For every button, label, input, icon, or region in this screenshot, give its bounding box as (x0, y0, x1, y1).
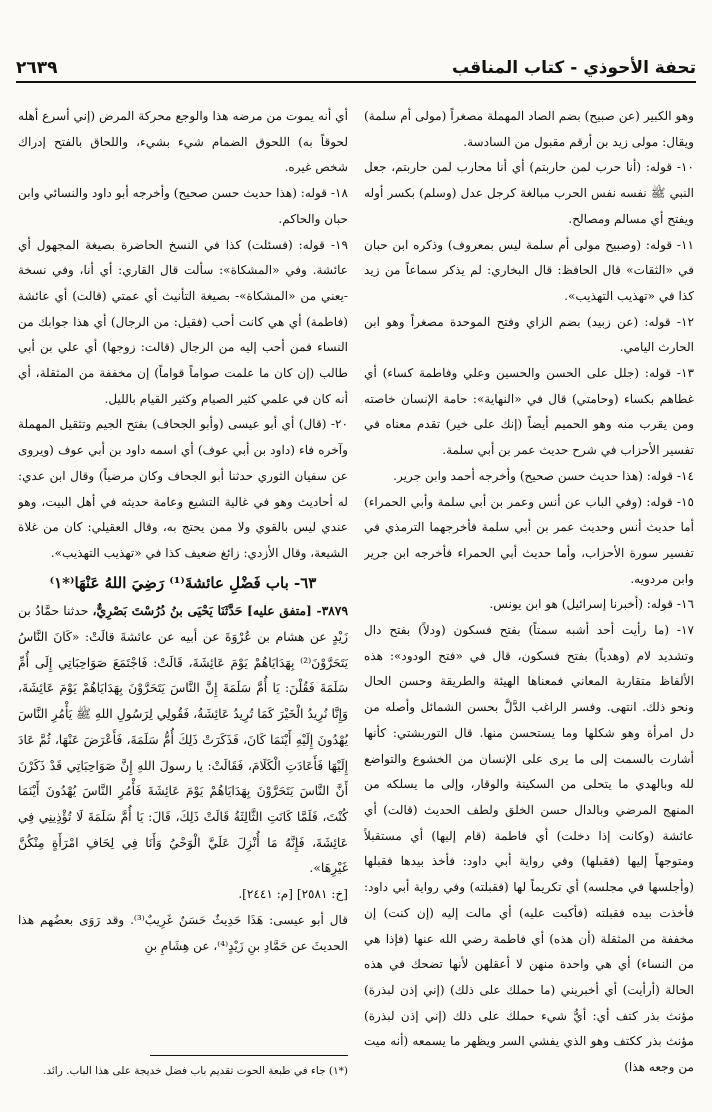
paragraph: ١٥- قوله: (وفي الباب عن أنس وعمر بن أبي سلمة وأبي الحمراء) أما حديث أنس وحديث عمر بن أبي سلمة فأخرجهما الترمذي في تفسير سورة الأحزاب، وأما حديث أبي الحمراء فأخرجه ابن جرير وابن مردويه. (364, 494, 694, 586)
paragraph: ٢٠- (قال) أي أبو عيسى (وأبو الجحاف) بفتح الجيم وتثقيل المهملة وآخره فاء (داود بن أبي عوف) أي اسمه داود بن أبي عوف (ويروى عن سفيان الثوري حدثنا أبو الجحاف وكان مرضياً) وقال ابن عدي: له أحاديث وهو في غالية التشيع وعامة حديثه في أهل البيت، وهو عندي ليس بالقوي ولا ممن يحتج به، وقال العقيلي: كان من غلاة الشيعة، وقال الأزدي: زائغ ضعيف كذا في «تهذيب التهذيب». (18, 417, 348, 560)
footnote: (*١) جاء في طبعة الحوت تقديم باب فضل خديجة على هذا الباب. رائد. (43, 1065, 348, 1077)
running-header (16, 52, 696, 83)
hadith-block (18, 598, 348, 882)
paragraph: ١٤- قوله: (هذا حديث حسن صحيح) وأخرجه أحمد وابن جرير. (393, 468, 694, 483)
page-number: ٢٦٣٩ (16, 58, 58, 78)
paragraph: ١١- قوله: (وصبيح مولى أم سلمة ليس بمعروف) وذكره ابن حبان في «الثقات» قال الحافظ: قال البخاري: لم يذكر سماعاً من زيد كذا في «تهذيب التهذيب». (364, 237, 694, 303)
hadith-reference: [خ: ٢٥٨١] [م: ٢٤٤١]. (238, 887, 348, 902)
footnote-divider (150, 1055, 348, 1056)
left-column (18, 104, 348, 984)
paragraph: ١٩- قوله: (فسئلت) كذا في النسخ الحاضرة بصيغة المجهول أي عائشة. وفي «المشكاة»: سألت قال القاري: أي أنا، وفي نسخة -يعني من «المشكاة»- بصيغة التأنيث أي عمتي (قالت) أي عائشة (فاطمة) أي هي كانت أحب (فقيل: من الرجال) أي هذا جوابك من النساء فمن أحب إليه من الرجال (قالت: زوجها) أي علي بن أبي طالب (إن كان ما علمت صواماً قواماً) إن مخففة من المثقلة، أي أنه كان في علمي كثير الصيام وكثير القيام بالليل. (18, 237, 348, 406)
paragraph: ١٣- قوله: (جلل على الحسن والحسين وعلي وفاطمة كساء) أي غطاهم بكساء (وحامتي) قال في «النهاية»: حامة الإنسان خاصته ومن يقرب منه وهو الحميم أيضاً (إنك على خير) تقدم معناه في تفسير الأحزاب في شرح حديث عمر بن أبي سلمة. (364, 366, 694, 458)
header-title: تحفة الأحوذي - كتاب المناقب (452, 58, 696, 78)
paragraph: ١٠- قوله: (أنا حرب لمن حاربتم) أي أنا محارب لمن حاربتم، جعل النبي ﷺ نفسه نفس الحرب مبالغة كرجل عدل (وسلم) بكسر أوله ويفتح أي مسالم ومصالح. (364, 160, 694, 226)
paragraph: ١٦- قوله: (أخبرنا إسرائيل) هو ابن يونس. (489, 597, 694, 612)
author-comment: قال أبو عيسى: هَذَا حَدِيثٌ حَسَنٌ غَرِيبٌ⁽³⁾. وقد رَوَى بعضُهم هذا الحديثَ عن حَمَّادِ بنِ زَيْدٍ⁽⁴⁾، عن هِشَامِ بنِ (18, 912, 348, 953)
right-column (364, 104, 694, 1092)
paragraph: أي أنه يموت من مرضه هذا والوجع محركة المرض (إني أسرع أهله لحوقاً به) اللحوق الضمام شيء بشيء، واللحاق بالفتح إدراك شخص غيره. (18, 109, 348, 175)
paragraph: ١٢- قوله: (عن زبيد) بضم الزاي وفتح الموحدة مصغراً وهو ابن الحارث اليامي. (364, 314, 694, 355)
paragraph: وهو الكبير (عن صبيح) بضم الصاد المهملة مصغراً (مولى أم سلمة) ويقال: مولى زيد بن أرقم مقبول من السادسة. (364, 109, 694, 149)
paragraph: ١٨- قوله: (هذا حديث حسن صحيح) وأخرجه أبو داود والنسائي وابن حبان والحاكم. (18, 186, 348, 226)
hadith-text: حدثنا حمَّادُ بن زَيْدٍ عن هشام بن عُرْوَةَ عن أبيه عن عائشةَ قالَتْ: «كَانَ النَّاسُ يَتَحَرَّوْنَ⁽²⁾ بِهَدَايَاهُمْ يَوْمَ عَائِشَةَ، قَالَتْ: فَاجْتَمَعَ صَوَاحِبَاتِي إِلَى أُمِّ سَلَمَةَ فَقُلْنَ: يَا أُمَّ سَلَمَةَ إِنَّ النَّاسَ يَتَحَرَّوْنَ بِهَدَايَاهُمْ يَوْمَ عَائِشَةَ، وَإِنَّا نُرِيدُ الْخَيْرَ كَمَا تُرِيدُ عَائِشَةُ، فَقُولِي لِرَسُولِ اللهِ ﷺ يَأْمُرِ النَّاسَ يُهْدُونَ إِلَيْهِ أَيْنَمَا كَانَ، فَذَكَرَتْ ذَلِكَ أُمُّ سَلَمَةَ، فَأَعْرَضَ عَنْهَا، ثُمَّ عَادَ إِلَيْهَا فَأَعَادَتِ الْكَلَامَ، فَقَالَتْ: يا رسولَ اللهِ إِنَّ صَوَاحِبَاتِي قَدْ ذَكَرْنَ أَنَّ النَّاسَ يَتَحَرَّوْنَ بِهَدَايَاهُمْ يَوْمَ عَائِشَةَ فَأْمُرِ النَّاسَ يُهْدُونَ أَيْنَمَا كُنْتَ، فَلَمَّا كَانَتِ الثَّالِثَةُ قَالَتْ ذَلِكَ، قَالَ: يَا أُمَّ سَلَمَةَ لَا تُؤْذِينِي فِي عَائِشَةَ، فَإِنَّهُ مَا أُنْزِلَ عَلَيَّ الْوَحْيُ وَأَنَا فِي لِحَافِ امْرَأَةٍ مِنْكُنَّ غَيْرِهَا». (18, 604, 348, 876)
paragraph: ١٧- (ما رأيت أحد أشبه سمتاً) بفتح فسكون (ودلاً) بفتح دال وتشديد لام (وهدياً) بفتح فسكون، قال في «فتح الودود»: هذه الألفاظ متقاربة المعاني فمعناها الهيئة والطريقة وحسن الحال ونحو ذلك. انتهى. وفسر الراغب الدَّلَّ بحسن الشمائل وأصله من دل امرأة وهو شكلها وما يستحسن منها. قال التوربشتي: كأنها أشارت بالسمت إلى ما يرى على الإنسان من الخشوع والتواضع لله وبالهدي ما يتحلى من السكينة والوقار، وإلى ما يسلكه من المنهج المرضي وبالدال حسن الخلق ولطف الحديث (قالت) أي عائشة (وكانت إذا دخلت) أي فاطمة (قام إليها) أي مستقبلاً ومتوجهاً إليها (فقبلها) وفي رواية أبي داود: فأخذ بيدها فقبلها (وأجلسها في مجلسه) أي تكريماً لها (فقبلته) وفي رواية أبي داود: فأخذت بيده فقبلته (فأكبت عليه) أي مالت إليه (إن كنت) إن مخففة من المثقلة (أن هذه) أي فاطمة رضي الله عنها (فإذا هي من النساء) أي هي واحدة منهن لا أعقلهن لأنها تضحك في هذه الحالة (أرأيت) أي أخبريني (ما حملك على ذلك) (إني إذن لبذرة) مؤنث بذر كتف أي: أيُّ شيء حملك على ذلك (إني إذن لبذرة) مؤنث بذر ككتف وهو الذي يفشي السر ويظهر ما يسمعه (أنه ميت من وجعه هذا) (364, 623, 694, 1075)
hadith-number: ٣٨٧٩- [متفق عليه] حَدَّثَنَا يَحْيَى بنُ دُرُسْتَ بَصْرِيٌّ، (92, 603, 348, 619)
chapter-heading: ٦٣- باب فَضْلِ عائشةَ⁽¹⁾ رَضِيَ اللهُ عَنْهَا⁽*١⁾ (49, 573, 317, 592)
